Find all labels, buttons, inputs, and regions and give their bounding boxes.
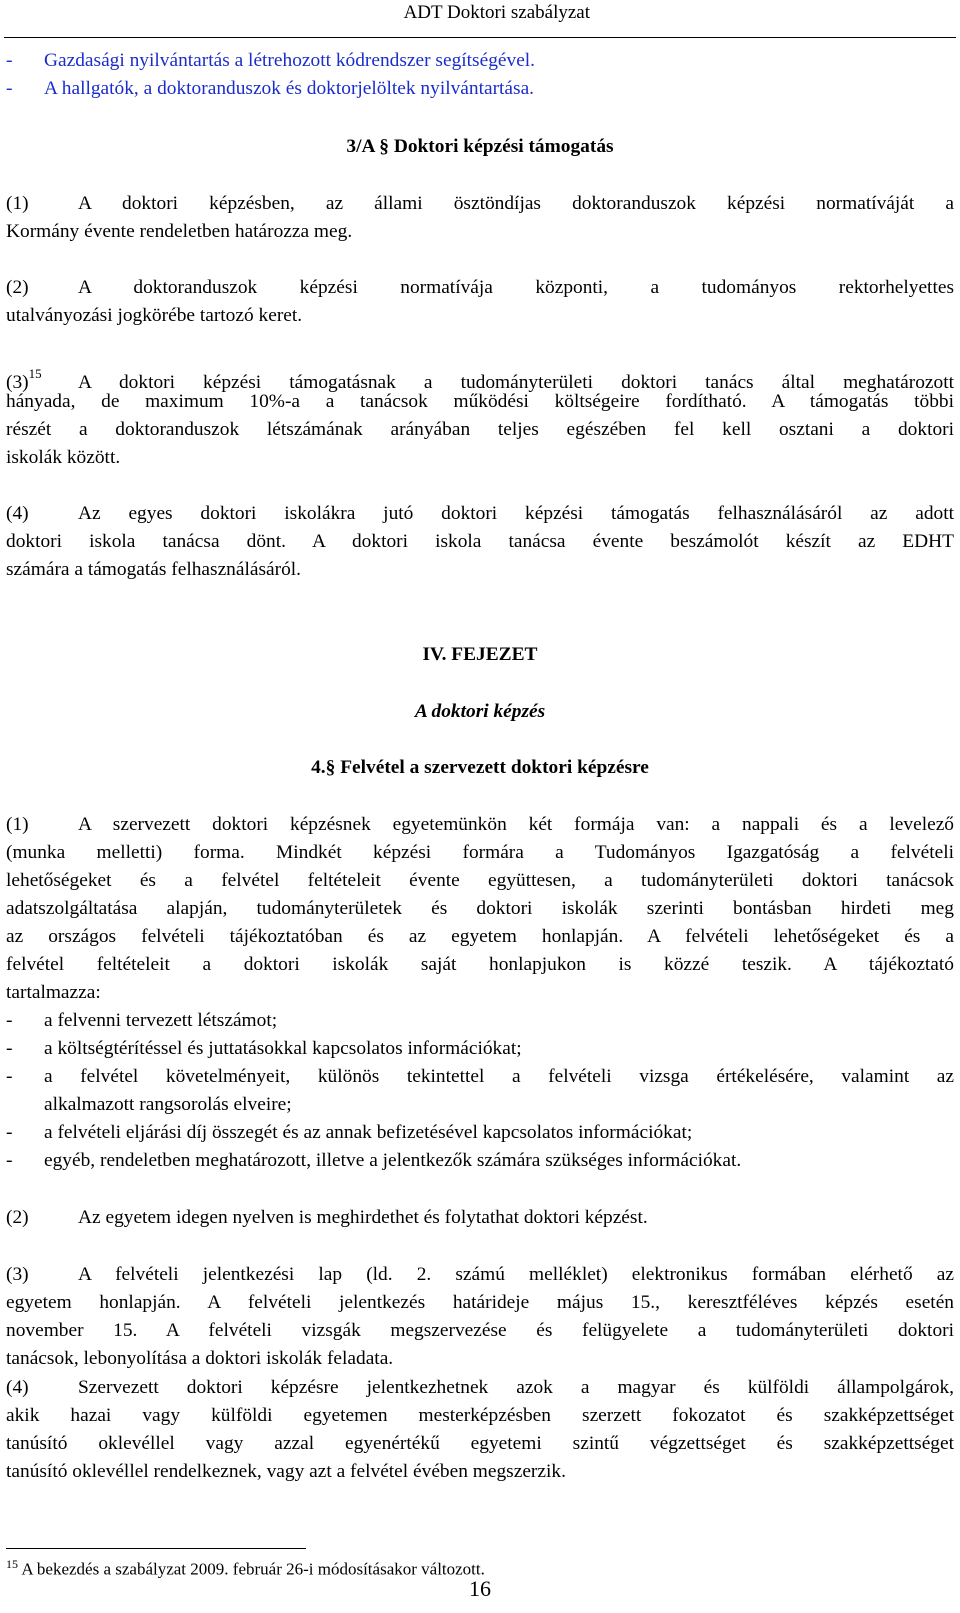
paragraph-line: november 15. A felvételi vizsgák megszervezése és felügyelete a tudományterületi doktori — [6, 1320, 954, 1341]
section-heading: 4.§ Felvétel a szervezett doktori képzésre — [311, 757, 649, 778]
paragraph-line: Kormány évente rendeletben határozza meg. — [6, 221, 353, 242]
header-rule — [4, 37, 956, 38]
paragraph-line: tanúsító oklevéllel rendelkeznek, vagy azt a felvétel évében megszerzik. — [6, 1461, 566, 1482]
paragraph-line: (2) A doktoranduszok képzési normatívája központi, a tudományos rektorhelyettes — [6, 277, 954, 298]
chapter-title: A doktori képzés — [414, 701, 546, 722]
paragraph-line: $(3)^{15}$ A doktori képzési támogatásnak a tudományterületi doktori tanács által meghatározott — [6, 366, 954, 393]
footnote-reference: 15 — [28, 366, 42, 381]
paragraph-line: (munka melletti) forma. Mindkét képzési formára a Tudományos Igazgatóság a felvételi — [6, 842, 954, 863]
page-number: 16 — [469, 1576, 491, 1601]
paragraph-line: egyetem honlapján. A felvételi jelentkezés határideje május 15., keresztféléves képzés esetén — [6, 1292, 954, 1313]
paragraph-line: doktori iskola tanácsa dönt. A doktori iskola tanácsa évente beszámolót készít az EDHT — [6, 531, 954, 552]
paragraph-line: akik hazai vagy külföldi egyetemen mesterképzésben szerzett fokozatot és szakképzettséget — [6, 1405, 954, 1426]
paragraph-line: tartalmazza: — [6, 982, 101, 1003]
footnote-text: A bekezdés a szabályzat 2009. február 26-i módosításakor változott. — [21, 1559, 485, 1579]
paragraph-line: (4) Az egyes doktori iskolákra jutó doktori képzési támogatás felhasználásáról az adott — [6, 503, 954, 524]
paragraph-line: (1) A szervezett doktori képzésnek egyetemünkön két formája van: a nappali és a levelező — [6, 814, 954, 835]
paragraph-line: (3) A felvételi jelentkezési lap (ld. 2. számú melléklet) elektronikus formában elérhető az — [6, 1264, 954, 1285]
section-heading: 3/A § Doktori képzési támogatás — [346, 136, 614, 157]
paragraph-line: részét a doktoranduszok létszámának arányában teljes egészében fel kell osztani a doktori — [6, 419, 954, 440]
footnote-rule — [6, 1548, 306, 1549]
footnote-mark: 15 — [6, 1557, 18, 1571]
paragraph-line: adatszolgáltatása alapján, tudományterületek és doktori iskolák szerinti bontásban hirdeti meg — [6, 898, 954, 919]
paragraph-line: (1) A doktori képzésben, az állami ösztöndíjas doktoranduszok képzési normatíváját a — [6, 193, 954, 214]
paragraph-line: (2) Az egyetem idegen nyelven is meghirdethet és folytathat doktori képzést. — [6, 1207, 648, 1228]
paragraph-line: az országos felvételi tájékoztatóban és az egyetem honlapján. A felvételi lehetőségeket és a — [6, 926, 954, 947]
paragraph-line: felvétel feltételeit a doktori iskolák saját honlapjukon is közzé teszik. A tájékoztató — [6, 954, 954, 975]
paragraph-line: (4) Szervezett doktori képzésre jelentkezhetnek azok a magyar és külföldi állampolgárok, — [6, 1377, 954, 1398]
page-header — [0, 0, 960, 42]
paragraph-line: lehetőségeket és a felvétel feltételeit évente együttesen, a tudományterületi doktori tanácsok — [6, 870, 954, 891]
paragraph-line: tanúsító oklevéllel vagy azzal egyenértékű egyetemi szintű végzettséget és szakképzettséget — [6, 1433, 954, 1454]
paragraph-line: utalványozási jogkörébe tartozó keret. — [6, 305, 303, 326]
paragraph-line: hányada, de maximum 10%-a a tanácsok működési költségeire fordítható. A támogatás többi — [6, 391, 954, 412]
chapter-number: IV. FEJEZET — [422, 644, 538, 665]
header-title: ADT Doktori szabályzat — [403, 2, 590, 23]
paragraph-line: iskolák között. — [6, 447, 121, 468]
paragraph-line: számára a támogatás felhasználásáról. — [6, 559, 302, 580]
paragraph-line: tanácsok, lebonyolítása a doktori iskolák feladata. — [6, 1348, 394, 1369]
